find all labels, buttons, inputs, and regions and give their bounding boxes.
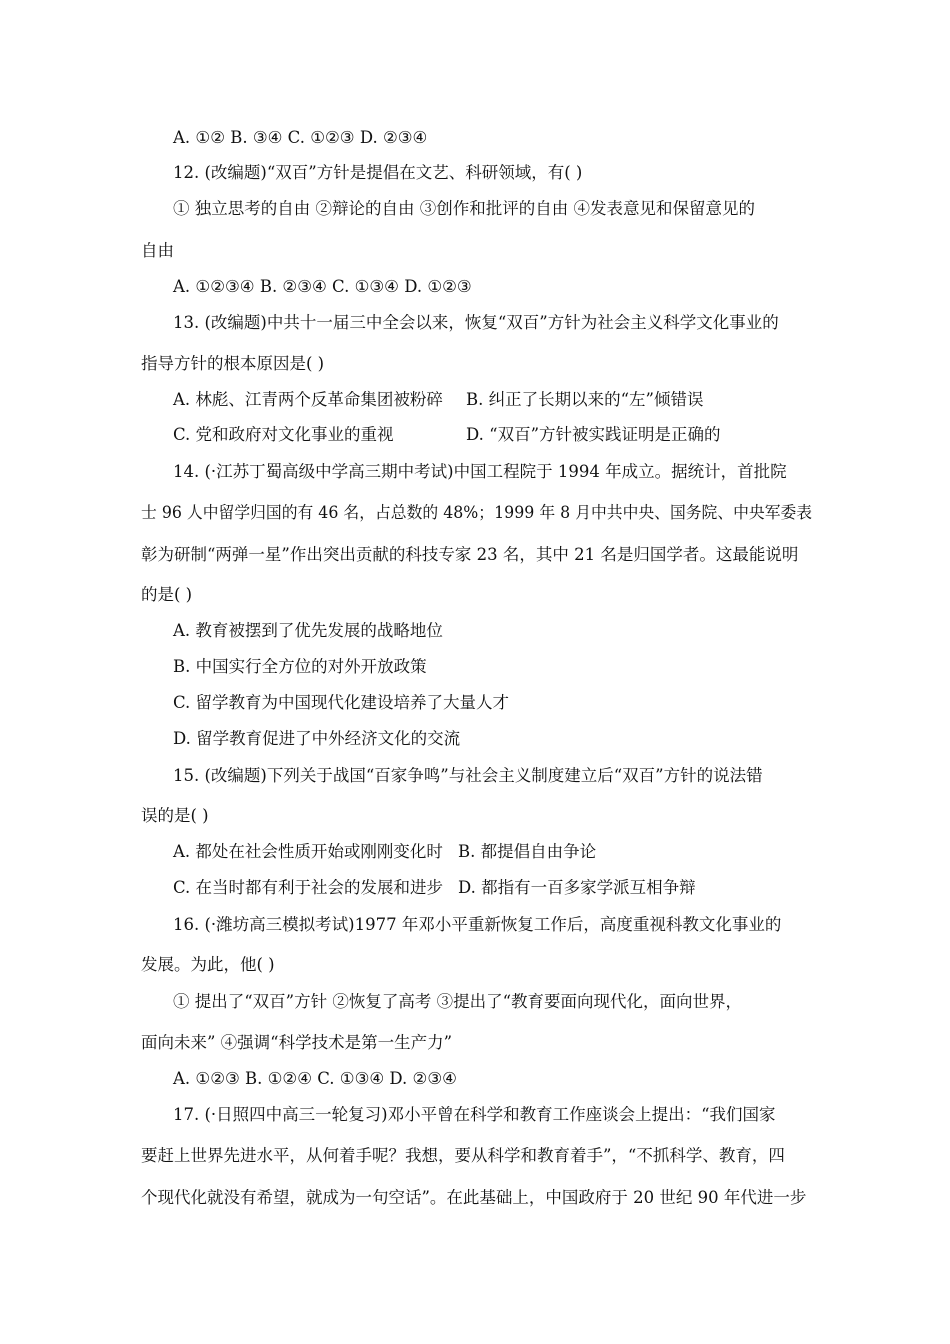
q14-option-d: D. 留学教育促进了中外经济文化的交流 <box>173 729 461 748</box>
q13-option-c: C. 党和政府对文化事业的重视 <box>173 425 394 444</box>
q15-option-a: A. 都处在社会性质开始或刚刚变化时 <box>173 842 443 861</box>
q17-stem-line2: 要赶上世界先进水平，从何着手呢？我想，要从科学和教育着手”，“不抓科学、教育，四 <box>141 1146 785 1165</box>
q15-stem-line2: 误的是( ) <box>141 806 209 825</box>
q15-option-d: D. 都指有一百多家学派互相争辩 <box>458 878 696 897</box>
q13-stem-line1: 13. (改编题)中共十一届三中全会以来，恢复“双百”方针为社会主义科学文化事业的 <box>173 313 779 332</box>
q16-stem-line1: 16. (·潍坊高三模拟考试)1977 年邓小平重新恢复工作后，高度重视科教文化事业的 <box>173 915 782 934</box>
q17-stem-line3: 个现代化就没有希望，就成为一句空话”。在此基础上，中国政府于 20 世纪 90 年代进一步 <box>141 1188 807 1207</box>
q15-option-c: C. 在当时都有利于社会的发展和进步 <box>173 878 444 897</box>
q12-stem: 12. (改编题)“双百”方针是提倡在文艺、科研领域，有( ) <box>173 163 583 182</box>
q14-stem-line1: 14. (·江苏丁蜀高级中学高三期中考试)中国工程院于 1994 年成立。据统计，首批院 <box>173 462 787 481</box>
q13-option-b: B. 纠正了长期以来的“左”倾错误 <box>466 390 704 409</box>
q16-stem-line2: 发展。为此，他( ) <box>141 955 275 974</box>
q14-stem-line3: 彰为研制“两弹一星”作出突出贡献的科技专家 23 名，其中 21 名是归国学者。这最能说明 <box>141 545 799 564</box>
q16-options: A. ①②③ B. ①②④ C. ①③④ D. ②③④ <box>173 1069 457 1088</box>
q14-option-a: A. 教育被摆到了优先发展的战略地位 <box>173 621 443 640</box>
q12-options: A. ①②③④ B. ②③④ C. ①③④ D. ①②③ <box>173 277 472 296</box>
q16-items-line2: 面向未来” ④强调“科学技术是第一生产力” <box>141 1033 453 1052</box>
q14-stem-line4: 的是( ) <box>141 585 193 604</box>
q13-stem-line2: 指导方针的根本原因是( ) <box>141 354 325 373</box>
q17-stem-line1: 17. (·日照四中高三一轮复习)邓小平曾在科学和教育工作座谈会上提出：“我们国家 <box>173 1105 776 1124</box>
q15-stem-line1: 15. (改编题)下列关于战国“百家争鸣”与社会主义制度建立后“双百”方针的说法错 <box>173 766 763 785</box>
q16-items-line1: ① 提出了“双百”方针 ②恢复了高考 ③提出了“教育要面向现代化，面向世界， <box>173 992 743 1011</box>
q13-option-d: D. “双百”方针被实践证明是正确的 <box>466 425 721 444</box>
q12-items-line2: 自由 <box>141 241 174 260</box>
q14-option-b: B. 中国实行全方位的对外开放政策 <box>173 657 427 676</box>
q12-items-line1: ① 独立思考的自由 ②辩论的自由 ③创作和批评的自由 ④发表意见和保留意见的 <box>173 199 755 218</box>
q11-options: A. ①② B. ③④ C. ①②③ D. ②③④ <box>173 128 428 147</box>
q15-option-b: B. 都提倡自由争论 <box>458 842 597 861</box>
q13-option-a: A. 林彪、江青两个反革命集团被粉碎 <box>173 390 443 409</box>
q14-stem-line2: 士 96 人中留学归国的有 46 名，占总数的 48%；1999 年 8 月中共中央、国务院、中央军委表 <box>141 503 813 522</box>
q14-option-c: C. 留学教育为中国现代化建设培养了大量人才 <box>173 693 510 712</box>
